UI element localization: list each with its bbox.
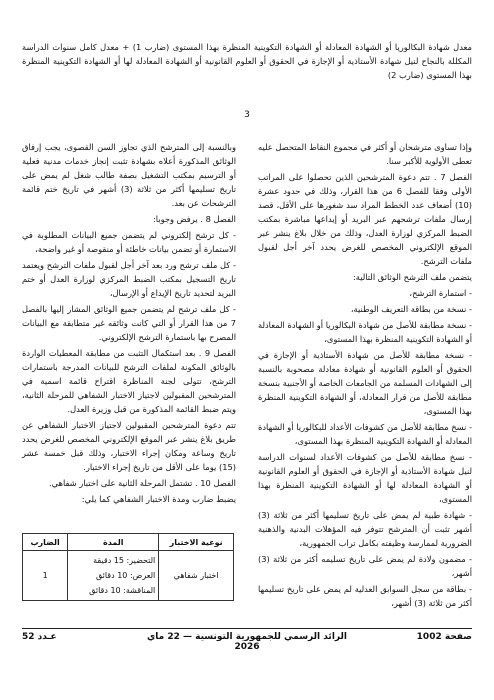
footer-journal-title: الرائد الرسمي للجمهورية التونسية — 22 ماي 2026 <box>147 632 347 652</box>
right-list-item: - نسخة مطابقة للأصل من شهادة البكالوريا أو الشهادة المعادلة أو الشهادة التكوينية المنظرة بهذا المستوى، <box>258 320 472 344</box>
right-list-item: - نسخة من بطاقة التعريف الوطنية، <box>350 304 472 314</box>
right-list-item: - نسخ مطابقة للأصل من كشوفات الأعداد لسنوات الدراسة لنيل شهادة الأستاذية أو الإجازة في الحقوق أو العلوم القانونية أو الشهادة المعادلة لها أو الشهادة التكوينية المنظرة بهذا المستوى، <box>258 452 472 504</box>
duration-discussion: المناقشة: 10 دقائق <box>89 586 156 595</box>
left-list-item: - كل ملف ترشح ورد بعد آخر أجل لقبول ملفات الترشح ويعتمد تاريخ التسجيل بمكتب الضبط المركزي لوزارة العدل أو ختم البريد لتحديد تاريخ الإيداع أو الإرسال، <box>22 260 236 298</box>
footer-page-number: صفحة 1002 <box>416 632 472 642</box>
left-list-item: - كل ترشح إلكتروني لم يتضمن جميع البيانات المطلوبة في الاستمارة أو تضمن بيانات خاطئة أو منقوصة أو غير واضحة، <box>22 230 236 254</box>
right-column <box>258 140 472 612</box>
left-paragraph: الفصل 10 . تشتمل المرحلة الثانية على اختبار شفاهي. <box>49 478 236 488</box>
left-paragraph: وبالنسبة إلى المترشح الذي تجاوز السن القصوى، يجب إرفاق الوثائق المذكورة أعلاه بشهادة تثبت إنجاز خدمات مدنية فعلية أو الترسيم بمكتب التشغيل بصفة طالب شغل لم يمض على تاريخ تسليمها أكثر من ثلاثة (3) أشهر في تاريخ ختم قائمة الترشحات عن بعد. <box>22 142 236 208</box>
left-paragraph: الفصل 9 . بعد استكمال التثبت من مطابقة المعطيات الواردة بالوثائق المكونة لملفات الترشح للبيانات المدرجة باستمارات الترشح، تتولى لجنة المناظرة اقتراح قائمة اسمية في المترشحين المقبولين لاجتياز الاختبار الشفاهي للمرحلة الثانية، ويتم ضبط القائمة المذكورة من قبل وزيرة العدل. <box>22 348 236 414</box>
left-paragraph: تتم دعوة المترشحين المقبولين لاجتياز الاختبار الشفاهي عن طريق بلاغ ينشر عبر الموقع الإلكتروني المخصص للغرض يحدد تاريخ وساعة ومكان إجراء الاختبار، وذلك قبل خمسة عشر (15) يوما على الأقل من تاريخ إجراء الاختبار. <box>22 420 236 472</box>
right-paragraph: وإذا تساوى مترشحان أو أكثر في مجموع النقاط المتحصل عليه تعطى الأولوية للأكبر سنا. <box>258 142 472 166</box>
header-coefficient: الضارب <box>23 534 68 551</box>
duration-cell <box>68 551 159 601</box>
header-exam-type: نوعية الاختبار <box>159 534 234 551</box>
exam-table-header-row <box>23 534 234 551</box>
left-list-item: - كل ملف ترشح لم يتضمن جميع الوثائق المشار إليها بالفصل 7 من هذا القرار أو التي كانت وثائقه غير متطابقة مع البيانات المصرح بها باستمارة الترشح الإلكتروني. <box>22 304 236 342</box>
right-paragraph: يتضمن ملف الترشح الوثائق التالية: <box>353 272 472 282</box>
right-list-item: - استمارة الترشح، <box>409 288 472 298</box>
right-list-item: - شهادة طبية لم يمض على تاريخ تسليمها أكثر من ثلاثة (3) أشهر تثبت أن المترشح تتوفر فيه المؤهلات البدنية والذهنية الضرورية لممارسة وظيفته بكامل تراب الجمهورية، <box>258 510 472 548</box>
right-list-item: - نسخة مطابقة للأصل من شهادة الأستاذية أو الإجازة في الحقوق أو العلوم القانونية أو شهادة معادلة مصحوبة بالنسبة إلى الشهادات المسلمة من الجامعات الخاصة أو الأجنبية بنسخة مطابقة للأصل من قرار المعادلة، أو الشهادة التكوينية المنظرة بهذا المستوى، <box>258 350 472 416</box>
left-paragraph: الفصل 8 . يرفض وجوبا: <box>152 214 236 224</box>
left-column <box>22 140 236 508</box>
right-list-item: - مضمون ولادة لم يمض على تاريخ تسليمه أكثر من ثلاثة (3) أشهر، <box>258 554 472 578</box>
exam-type-cell: اختبار شفاهي <box>159 551 234 601</box>
right-list-item: - بطاقة من سجل السوابق العدلية لم يمض على تاريخ تسليمها أكثر من ثلاثة (3) أشهر، <box>258 584 472 608</box>
right-paragraph: الفصل 7 . تتم دعوة المترشحين الذين تحصلوا على المراتب الأولى وفقا للفصل 6 من هذا القرار، وذلك في حدود عشرة (10) أضعاف عدد الخطط المراد سد شغورها على الأقل، قصد إرسال ملفات ترشحهم عبر البريد أو إيداعها مباشرة بمكتب الضبط المركزي لوزارة العدل، وذلك من خلال بلاغ ينشر عبر الموقع الإلكتروني المخصص للغرض يحدد آخر أجل لقبول ملفات الترشح. <box>258 172 473 266</box>
duration-prep: التحضير: 15 دقيقة <box>93 556 156 565</box>
page-mark: 3 <box>244 110 250 120</box>
top-paragraph: معدل شهادة البكالوريا أو الشهادة المعادلة أو الشهادة التكوينية المنظرة بهذا المستوى (ضارب 1) + معدل كامل سنوات الدراسة المكللة بالنجاح لنيل شهادة الأستاذية أو الإجازة في الحقوق أو العلوم القانونية أو الشهادة المعادلة لها أو الشهادة التكوينية المنظرة بهذا المستوى (ضارب 2) <box>22 42 472 80</box>
footer <box>22 632 472 652</box>
duration-presentation: العرض: 10 دقائق <box>95 571 156 580</box>
header-duration: المدة <box>68 534 159 551</box>
left-paragraph: يضبط ضارب ومدة الاختبار الشفاهي كما يلي: <box>81 494 236 504</box>
footer-issue-number: عـدد 52 <box>22 632 57 642</box>
exam-table <box>22 533 234 601</box>
footer-divider <box>22 628 472 629</box>
coefficient-cell: 1 <box>23 551 68 601</box>
right-list-item: - نسخ مطابقة للأصل من كشوفات الأعداد للبكالوريا أو الشهادة المعادلة أو الشهادة التكوينية المنظرة بهذا المستوى، <box>258 422 472 446</box>
table-row <box>23 551 234 601</box>
